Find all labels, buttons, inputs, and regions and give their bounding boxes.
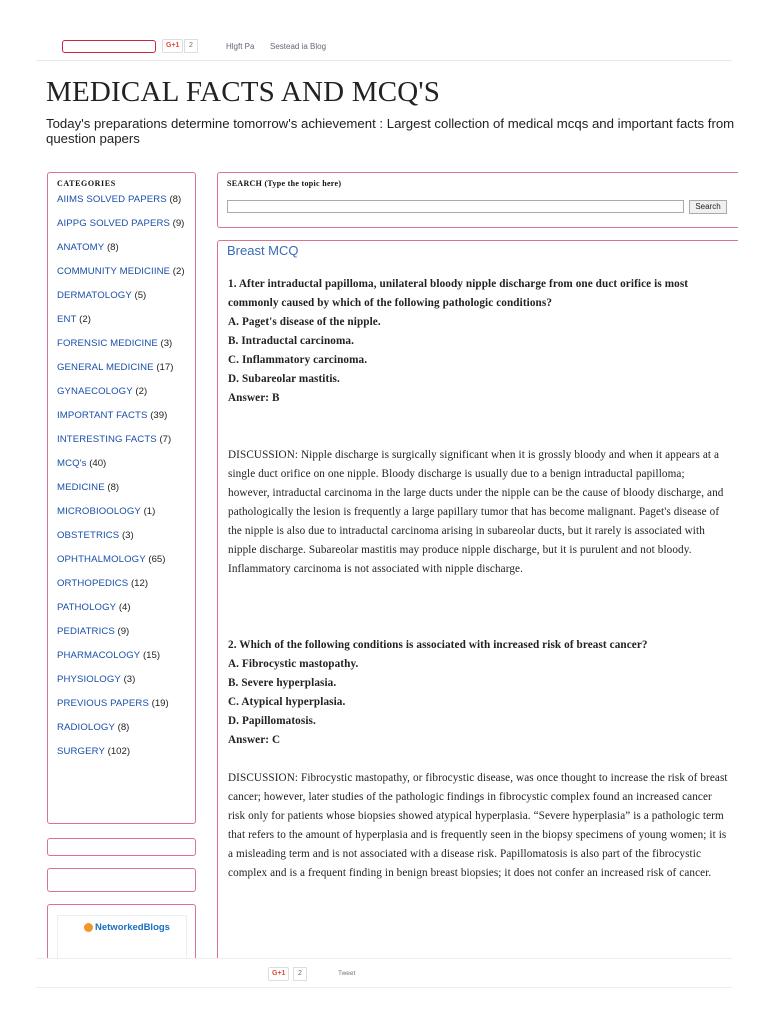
category-link[interactable]: ANATOMY bbox=[57, 242, 105, 253]
category-item bbox=[57, 434, 195, 446]
category-count: (19) bbox=[151, 698, 169, 709]
category-link[interactable]: PHARMACOLOGY bbox=[57, 650, 141, 661]
category-link[interactable]: MCQ's bbox=[57, 458, 87, 469]
category-link[interactable]: MICROBIOOLOGY bbox=[57, 506, 141, 517]
category-count: (2) bbox=[135, 386, 148, 397]
category-item bbox=[57, 554, 195, 566]
google-plus-button[interactable]: G+1 bbox=[162, 39, 183, 53]
category-link[interactable]: PEDIATRICS bbox=[57, 626, 115, 637]
category-item bbox=[57, 338, 195, 350]
category-item bbox=[57, 410, 195, 422]
option-d: D. Subareolar mastitis. bbox=[228, 373, 340, 385]
question-2 bbox=[228, 636, 728, 750]
category-link[interactable]: ENT bbox=[57, 314, 77, 325]
question-text: 2. Which of the following conditions is associated with increased risk of breast cancer? bbox=[228, 639, 648, 651]
category-link[interactable]: AIPPG SOLVED PAPERS bbox=[57, 218, 170, 229]
category-link[interactable]: SURGERY bbox=[57, 746, 105, 757]
category-count: (40) bbox=[89, 458, 107, 469]
category-count: (3) bbox=[160, 338, 173, 349]
category-count: (3) bbox=[123, 674, 136, 685]
category-link[interactable]: COMMUNITY MEDICIINE bbox=[57, 266, 171, 277]
sidebar-widget-empty-2 bbox=[47, 868, 196, 892]
category-item bbox=[57, 650, 195, 662]
category-count: (7) bbox=[159, 434, 172, 445]
category-count: (15) bbox=[142, 650, 161, 661]
category-link[interactable]: OBSTETRICS bbox=[57, 530, 120, 541]
category-item bbox=[57, 746, 195, 758]
category-count: (8) bbox=[169, 194, 182, 205]
search-input[interactable] bbox=[227, 200, 684, 213]
category-count: (9) bbox=[172, 218, 185, 229]
category-link[interactable]: PREVIOUS PAPERS bbox=[57, 698, 149, 709]
option-a: A. Fibrocystic mastopathy. bbox=[228, 658, 359, 670]
search-button[interactable]: Search bbox=[689, 200, 727, 214]
category-count: (102) bbox=[107, 746, 131, 757]
category-count: (8) bbox=[107, 482, 120, 493]
question-text: 1. After intraductal papilloma, unilateral bloody nipple discharge from one duct orifice is most commonly caused by which of the following pathologic conditions? bbox=[228, 278, 689, 309]
category-count: (9) bbox=[117, 626, 130, 637]
category-item bbox=[57, 314, 195, 326]
category-item bbox=[57, 218, 195, 230]
category-link[interactable]: IMPORTANT FACTS bbox=[57, 410, 148, 421]
category-item bbox=[57, 242, 195, 254]
category-count: (12) bbox=[130, 578, 149, 589]
category-item bbox=[57, 626, 195, 638]
category-count: (8) bbox=[117, 722, 130, 733]
google-plus-count: 2 bbox=[184, 39, 198, 53]
categories-list bbox=[48, 194, 195, 758]
category-link[interactable]: OPHTHALMOLOGY bbox=[57, 554, 146, 565]
discussion-2: DISCUSSION: Fibrocystic mastopathy, or fibrocystic disease, was once thought to increase the risk of breast cancer; however, later studies of the pathologic findings in fibrocystic complex found an increased cancer risk only for patients whose biopsies showed atypical hyperplasia. “Severe hyperplasia” is a pathologic term that refers to the amount of hyperplasia and is frequently seen in the biopsy specimens of young women; it is a misleading term and is not associated with a disease risk. Papillomatosis is also part of the fibrocystic complex and is a frequent finding in benign breast biopsies; it does not confer an increased risk of cancer. bbox=[228, 772, 728, 879]
category-item bbox=[57, 674, 195, 686]
categories-widget bbox=[47, 172, 196, 824]
category-link[interactable]: MEDICINE bbox=[57, 482, 105, 493]
option-d: D. Papillomatosis. bbox=[228, 715, 316, 727]
category-count: (8) bbox=[106, 242, 119, 253]
option-c: C. Inflammatory carcinoma. bbox=[228, 354, 368, 366]
category-item bbox=[57, 482, 195, 494]
category-item bbox=[57, 290, 195, 302]
category-item bbox=[57, 602, 195, 614]
discussion-1: DISCUSSION: Nipple discharge is surgically significant when it is grossly bloody and when it appears at a single duct orifice on one nipple. Bloody discharge is usually due to a benign intraductal papilloma; however, intraductal carcinoma in the large ducts under the nipple can be the cause of bloody discharge, and pathologically the lesion is frequently a large papillary tumor that has become malignant. Paget's disease of the nipple is also due to intraductal carcinoma arising in subareolar ducts, but it rarely is associated with nipple discharge. Subareolar mastitis may produce nipple discharge, but it is purulent and not bloody. Inflammatory carcinoma is not associated with nipple discharge. bbox=[228, 449, 724, 575]
category-count: (65) bbox=[148, 554, 166, 565]
search-widget bbox=[217, 172, 738, 228]
blog-title[interactable]: MEDICAL FACTS AND MCQ'S bbox=[46, 76, 441, 108]
top-link-2[interactable]: Sestead ia Blog bbox=[270, 42, 327, 51]
blog-description: Today's preparations determine tomorrow's achievement : Largest collection of medical mcqs and important facts from question papers bbox=[46, 116, 735, 146]
answer: Answer: B bbox=[228, 392, 280, 404]
question-1 bbox=[228, 275, 728, 408]
networkedblogs-icon bbox=[84, 923, 93, 932]
category-item bbox=[57, 578, 195, 590]
category-count: (39) bbox=[150, 410, 168, 421]
bottom-share-bar bbox=[36, 958, 732, 988]
category-item bbox=[57, 386, 195, 398]
category-item bbox=[57, 698, 195, 710]
category-link[interactable]: PHYSIOLOGY bbox=[57, 674, 121, 685]
networkedblogs-logo[interactable]: NetworkedBlogs bbox=[57, 915, 187, 979]
option-c: C. Atypical hyperplasia. bbox=[228, 696, 346, 708]
category-link[interactable]: GYNAECOLOGY bbox=[57, 386, 133, 397]
category-count: (3) bbox=[121, 530, 134, 541]
tweet-button[interactable]: Tweet bbox=[338, 970, 356, 977]
category-item bbox=[57, 458, 195, 470]
category-link[interactable]: GENERAL MEDICINE bbox=[57, 362, 154, 373]
category-link[interactable]: FORENSIC MEDICINE bbox=[57, 338, 158, 349]
category-item bbox=[57, 194, 195, 206]
option-b: B. Severe hyperplasia. bbox=[228, 677, 337, 689]
category-count: (1) bbox=[143, 506, 156, 517]
category-count: (2) bbox=[172, 266, 185, 277]
google-plus-count: 2 bbox=[293, 967, 307, 981]
category-item bbox=[57, 266, 195, 278]
search-title: SEARCH (Type the topic here) bbox=[227, 179, 342, 188]
category-link[interactable]: RADIOLOGY bbox=[57, 722, 115, 733]
category-item bbox=[57, 506, 195, 518]
categories-title: CATEGORIES bbox=[57, 179, 116, 188]
category-link[interactable]: INTERESTING FACTS bbox=[57, 434, 157, 445]
post-title[interactable]: Breast MCQ bbox=[227, 243, 299, 258]
top-link-1[interactable]: Hlgft Pa bbox=[226, 42, 255, 51]
category-count: (5) bbox=[134, 290, 147, 301]
category-item bbox=[57, 722, 195, 734]
category-link[interactable]: PATHOLOGY bbox=[57, 602, 117, 613]
google-plus-button[interactable]: G+1 bbox=[268, 967, 289, 981]
category-item bbox=[57, 530, 195, 542]
post-body bbox=[228, 275, 728, 883]
category-item bbox=[57, 362, 195, 374]
category-count: (17) bbox=[156, 362, 174, 373]
top-search-field[interactable] bbox=[62, 40, 156, 53]
category-link[interactable]: ORTHOPEDICS bbox=[57, 578, 129, 589]
post bbox=[217, 240, 738, 961]
option-a: A. Paget's disease of the nipple. bbox=[228, 316, 381, 328]
sidebar-widget-empty-1 bbox=[47, 838, 196, 856]
category-link[interactable]: DERMATOLOGY bbox=[57, 290, 132, 301]
category-count: (4) bbox=[118, 602, 131, 613]
answer: Answer: C bbox=[228, 734, 281, 746]
category-link[interactable]: AIIMS SOLVED PAPERS bbox=[57, 194, 167, 205]
top-share-bar bbox=[36, 32, 732, 61]
category-count: (2) bbox=[79, 314, 91, 325]
option-b: B. Intraductal carcinoma. bbox=[228, 335, 354, 347]
